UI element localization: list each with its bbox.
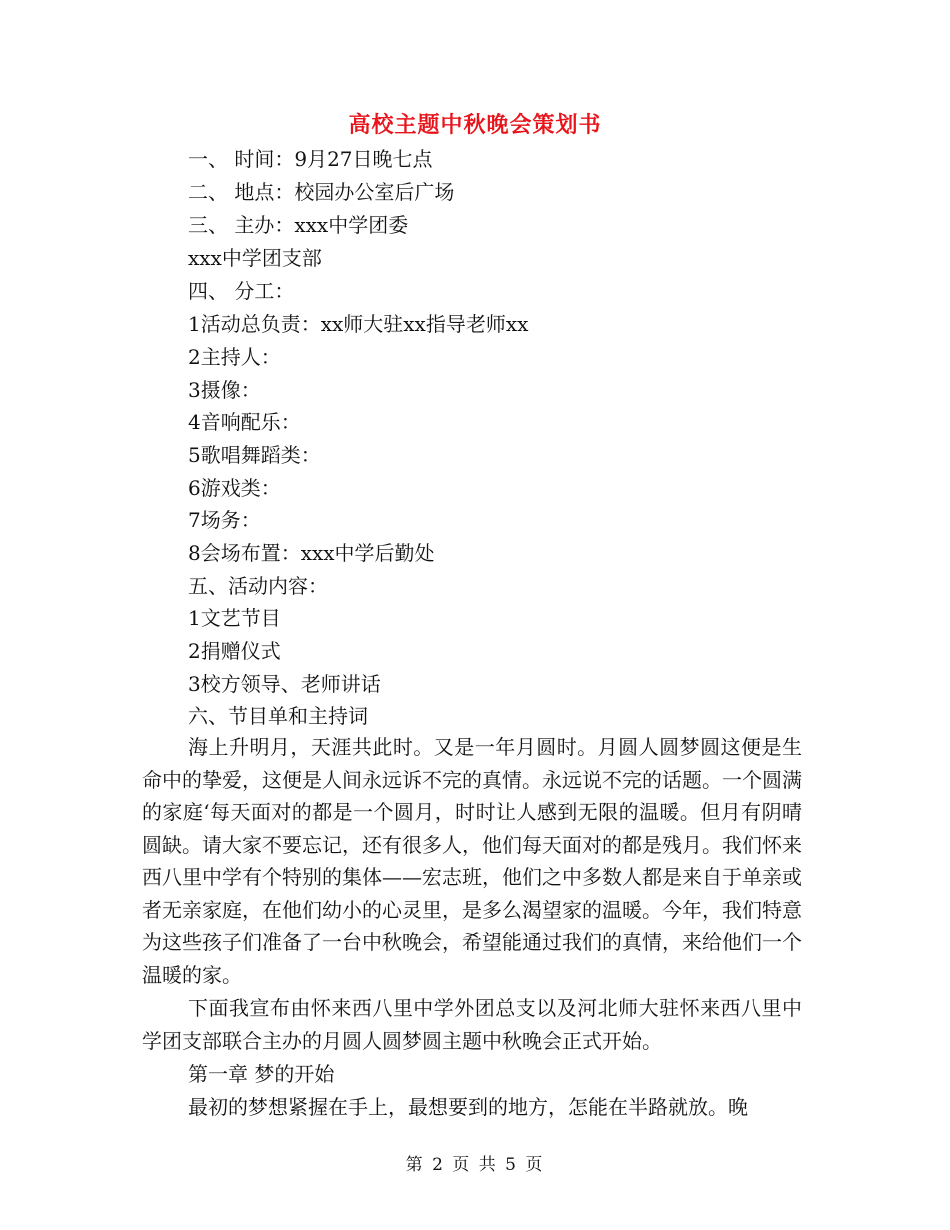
page-footer: 第 2 页 共 5 页 (405, 1155, 545, 1175)
line-program-heading: 六、节目单和主持词 (188, 704, 368, 728)
line-division-5: 5歌唱舞蹈类： (188, 443, 321, 467)
line-division-8: 8会场布置：xxx中学后勤处 (188, 541, 435, 565)
paragraph-announcement: 下面我宣布由怀来西八里中学外团总支以及河北师大驻怀来西八里中学团支部联合主办的月圆人圆梦圆主题中秋晚会正式开始。 (142, 996, 802, 1053)
line-division-3: 3摄像： (188, 378, 261, 402)
line-organizer-2: xxx中学团支部 (188, 246, 322, 270)
line-division-2: 2主持人： (188, 345, 281, 369)
line-organizer: 三、 主办：xxx中学团委 (188, 213, 409, 237)
line-time: 一、 时间：9月27日晚七点 (188, 147, 433, 171)
line-content-3: 3校方领导、老师讲话 (188, 672, 381, 696)
paragraph-chapter-text: 最初的梦想紧握在手上，最想要到的地方，怎能在半路就放。晚 (188, 1095, 748, 1119)
document-title: 高校主题中秋晚会策划书 (348, 112, 602, 138)
chapter-heading: 第一章 梦的开始 (188, 1062, 335, 1086)
line-content-2: 2捐赠仪式 (188, 639, 281, 663)
line-division-7: 7场务： (188, 508, 261, 532)
line-content-1: 1文艺节目 (188, 606, 281, 630)
line-division-4: 4音响配乐： (188, 410, 301, 434)
line-division-6: 6游戏类： (188, 476, 281, 500)
line-division-1: 1活动总负责：xx师大驻xx指导老师xx (188, 312, 529, 336)
line-content-heading: 五、活动内容： (188, 574, 328, 598)
paragraph-intro: 海上升明月，天涯共此时。又是一年月圆时。月圆人圆梦圆这便是生命中的挚爱，这便是人间永远诉不完的真情。永远说不完的话题。一个圆满的家庭‘每天面对的都是一个圆月，时时让人感到无限的温暖。但月有阴晴圆缺。请大家不要忘记，还有很多人，他们每天面对的都是残月。我们怀来西八里中学有个特别的集体——宏志班，他们之中多数人都是来自于单亲或者无亲家庭，在他们幼小的心灵里，是多么渴望家的温暖。今年，我们特意为这些孩子们准备了一台中秋晚会，希望能通过我们的真情，来给他们一个温暖的家。 (142, 735, 802, 987)
line-location: 二、 地点：校园办公室后广场 (188, 180, 455, 204)
line-division-heading: 四、 分工： (188, 279, 295, 303)
